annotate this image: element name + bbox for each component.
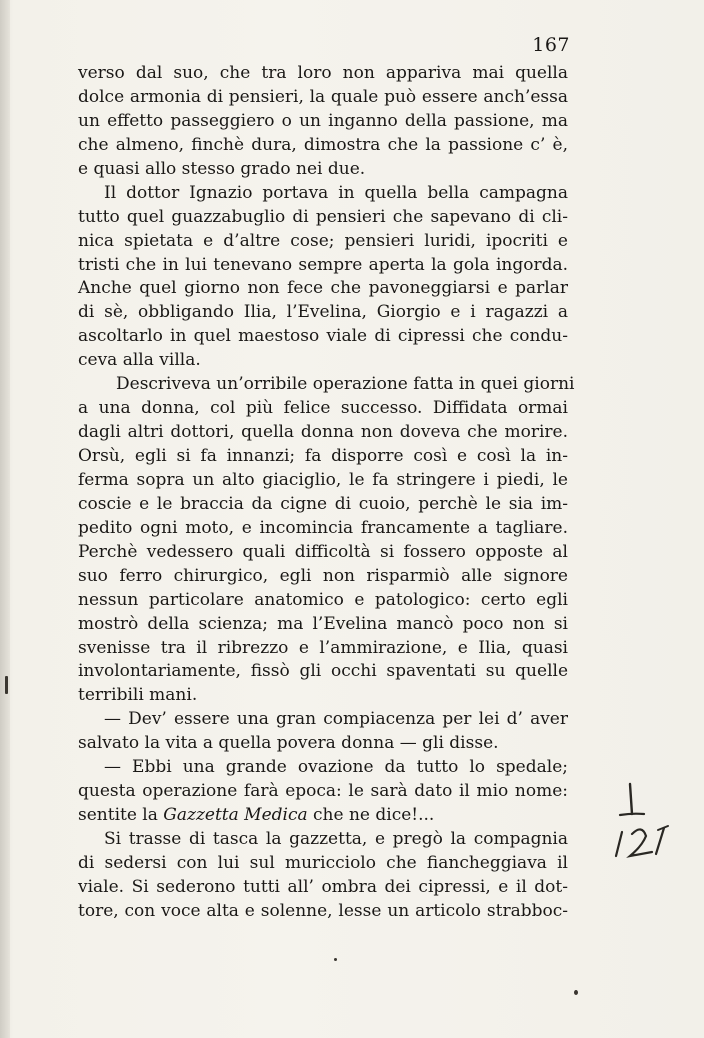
text-line: e quasi allo stesso grado nei due. (78, 158, 366, 179)
text-line: tristi che in lui tenevano sempre aperta la gola ingorda. (78, 254, 568, 275)
text-line: viale. Si sederono tutti all’ ombra dei cipressi, e il dot- (78, 876, 568, 897)
text-segment: che ne dice!... (313, 805, 435, 826)
text-line: tore, con voce alta e solenne, lesse un articolo strabboc- (78, 900, 568, 921)
text-line: ferma sopra un alto giaciglio, le fa stringere i piedi, le (78, 469, 568, 490)
newspaper-title: Gazzetta Medica (163, 805, 308, 826)
text-line: tutto quel guazzabuglio di pensieri che sapevano di cli- (78, 206, 568, 227)
text-line: nica spietata e d’altre cose; pensieri luridi, ipocriti e (78, 230, 568, 251)
page-binding-edge (0, 0, 10, 1038)
text-line: di sedersi con lui sul muricciolo che fiancheggiava il (78, 852, 568, 873)
text-line: di sè, obbligando Ilia, l’Evelina, Giorgio e i ragazzi a (78, 302, 568, 323)
text-line: verso dal suo, che tra loro non appariva mai quella (78, 63, 568, 83)
text-line: questa operazione farà epoca: le sarà dato il mio nome: (78, 781, 568, 802)
text-line: che almeno, finchè dura, dimostra che la passione c’ è, (78, 134, 568, 155)
ink-speck (574, 990, 578, 995)
text-line (78, 804, 568, 828)
text-line: — Dev’ essere una gran compiacenza per lei d’ aver (104, 709, 568, 730)
text-line: Il dottor Ignazio portava in quella bella campagna (104, 182, 568, 203)
text-line: involontariamente, fissò gli occhi spaventati su quelle (78, 661, 568, 682)
text-line: pedito ogni moto, e incomincia francamente a tagliare. (78, 517, 568, 538)
text-line: suo ferro chirurgico, egli non risparmiò alle signore (78, 565, 568, 586)
text-segment: sentite la (78, 805, 158, 826)
text-line: coscie e le braccia da cigne di cuoio, perchè le sia im- (78, 493, 568, 514)
text-line: nessun particolare anatomico e patologico: certo egli (78, 589, 568, 610)
body-text (78, 62, 575, 924)
text-line: ceva alla villa. (78, 350, 201, 371)
text-line: Perchè vedessero quali difficoltà si fossero opposte al (78, 541, 568, 562)
ink-speck (334, 958, 337, 961)
text-line: terribili mani. (78, 685, 198, 706)
text-line: ascoltarlo in quel maestoso viale di cipressi che condu- (78, 326, 568, 347)
text-line: Descriveva un’orribile operazione fatta in quei giorni (116, 374, 575, 395)
text-line: — Ebbi una grande ovazione da tutto lo spedale; (104, 757, 568, 778)
text-line: svenisse tra il ribrezzo e l’ammirazione, e Ilia, quasi (78, 637, 568, 658)
text-line: dolce armonia di pensieri, la quale può essere anch’essa (78, 86, 568, 107)
text-line: Anche quel giorno non fece che pavoneggiarsi e parlar (78, 278, 568, 299)
text-line: dagli altri dottori, quella donna non doveva che morire. (78, 422, 568, 443)
page-number: 167 (532, 34, 570, 56)
binding-mark (5, 676, 8, 694)
text-line: salvato la vita a quella povera donna — gli disse. (78, 733, 499, 754)
text-line: un effetto passeggiero o un inganno della passione, ma (78, 110, 568, 131)
handwriting-drawing (612, 780, 692, 860)
text-line: mostrò della scienza; ma l’Evelina mancò poco non si (78, 613, 568, 634)
text-line: a una donna, col più felice successo. Diffidata ormai (78, 398, 568, 419)
text-line: Si trasse di tasca la gazzetta, e pregò la compagnia (104, 829, 568, 849)
handwritten-margin-note (612, 780, 692, 860)
text-line: Orsù, egli si fa innanzi; fa disporre così e così la in- (78, 446, 568, 466)
